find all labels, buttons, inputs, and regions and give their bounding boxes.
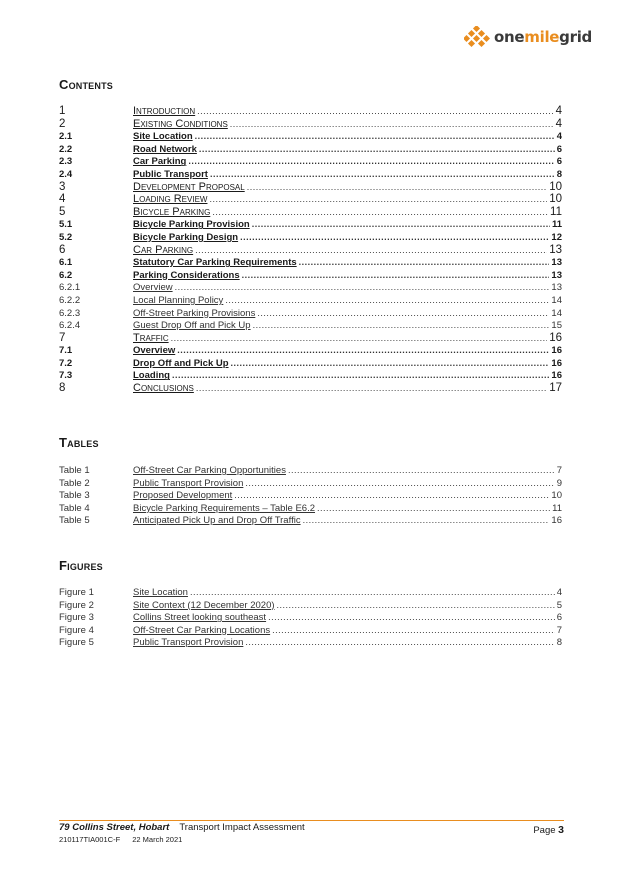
entry-number: 2.2	[59, 143, 73, 155]
toc-entry[interactable]	[59, 206, 562, 219]
entry-number: 6.2.4	[59, 320, 81, 332]
entry-number: 6.2.3	[59, 307, 81, 319]
entry-title: Bicycle Parking	[133, 205, 211, 218]
entry-number: 6.2.2	[59, 294, 81, 306]
entry-page: 13	[549, 243, 562, 256]
dot-leader	[317, 502, 550, 515]
entry-title: Conclusions	[133, 382, 194, 395]
entry-number: 5	[59, 205, 66, 218]
entry-page: 4	[555, 117, 562, 130]
entry-title: Car Parking	[133, 243, 194, 256]
entry-title: Site Context (12 December 2020)	[133, 599, 275, 611]
footer-divider	[59, 820, 564, 821]
entry-page: 9	[556, 477, 562, 489]
dot-leader	[230, 118, 554, 131]
entry-page: 6	[556, 143, 562, 155]
table-list-entry[interactable]	[59, 489, 562, 502]
dot-leader	[197, 105, 553, 118]
dot-leader	[257, 307, 549, 320]
dot-leader	[190, 586, 555, 599]
entry-number: 2.3	[59, 156, 73, 168]
entry-title: Loading	[133, 370, 170, 382]
entry-title: Road Network	[133, 143, 197, 155]
page-footer	[59, 822, 564, 844]
dot-leader	[212, 206, 548, 219]
table-list-entry[interactable]	[59, 514, 562, 527]
dot-leader	[172, 369, 549, 382]
entry-page: 6	[556, 612, 562, 624]
entry-number: 3	[59, 180, 66, 193]
contents-list	[59, 105, 562, 395]
entry-number: 6.2.1	[59, 282, 81, 294]
entry-title: Development Proposal	[133, 180, 245, 193]
entry-page: 13	[551, 282, 562, 294]
entry-page: 16	[551, 357, 562, 369]
entry-title: Overview	[133, 345, 176, 357]
tables-heading: Tables	[59, 435, 99, 450]
entry-number: Table 1	[59, 465, 90, 476]
entry-number: Table 3	[59, 490, 90, 502]
entry-number: Figure 3	[59, 612, 94, 624]
toc-entry[interactable]	[59, 307, 562, 320]
entry-title: Statutory Car Parking Requirements	[133, 257, 297, 269]
toc-entry[interactable]	[59, 105, 562, 118]
entry-page: 4	[556, 131, 562, 143]
entry-title: Proposed Development	[133, 490, 233, 502]
contents-heading: Contents	[59, 77, 113, 92]
page-number: Page 3	[533, 824, 564, 836]
dot-leader	[210, 168, 555, 181]
entry-title: Off-Street Parking Provisions	[133, 307, 256, 319]
entry-number: 2.1	[59, 131, 73, 143]
entry-title: Collins Street looking southeast	[133, 612, 267, 624]
tables-list	[59, 464, 562, 527]
dot-leader	[188, 155, 554, 168]
dot-leader	[175, 281, 550, 294]
entry-number: Table 5	[59, 515, 90, 527]
entry-number: Figure 1	[59, 587, 94, 598]
entry-title: Bicycle Parking Requirements – Table E6.2	[133, 502, 316, 514]
figure-list-entry[interactable]	[59, 636, 562, 649]
entry-page: 10	[549, 193, 562, 206]
dot-leader	[288, 464, 555, 477]
entry-title: Introduction	[133, 105, 196, 117]
toc-entry[interactable]	[59, 369, 562, 382]
entry-number: 8	[59, 382, 66, 395]
entry-title: Public Transport Provision	[133, 637, 244, 649]
dot-leader	[245, 477, 554, 490]
dot-leader	[245, 636, 554, 649]
toc-entry[interactable]	[59, 294, 562, 307]
entry-page: 13	[551, 257, 562, 269]
table-list-entry[interactable]	[59, 502, 562, 515]
entry-number: 7.1	[59, 345, 73, 357]
entry-title: Loading Review	[133, 193, 208, 206]
entry-title: Drop Off and Pick Up	[133, 357, 229, 369]
entry-title: Overview	[133, 282, 173, 294]
dot-leader	[268, 611, 555, 624]
figures-heading: Figures	[59, 558, 103, 573]
dot-leader	[177, 344, 549, 357]
entry-title: Off-Street Car Parking Opportunities	[133, 465, 286, 476]
company-logo	[464, 26, 592, 48]
toc-entry[interactable]	[59, 155, 562, 168]
dot-leader	[299, 256, 550, 269]
table-list-entry[interactable]	[59, 477, 562, 490]
toc-entry[interactable]	[59, 168, 562, 181]
dot-leader	[253, 319, 550, 332]
entry-title: Site Location	[133, 131, 193, 143]
toc-entry[interactable]	[59, 218, 562, 231]
entry-number: 5.2	[59, 231, 73, 243]
entry-number: 4	[59, 193, 66, 206]
entry-page: 14	[551, 307, 562, 319]
entry-page: 15	[551, 320, 562, 332]
logo-wordmark: onemilegrid	[494, 28, 592, 46]
entry-number: 2	[59, 117, 66, 130]
entry-page: 11	[550, 205, 562, 218]
entry-title: Anticipated Pick Up and Drop Off Traffic	[133, 515, 301, 527]
toc-entry[interactable]	[59, 382, 562, 395]
toc-entry[interactable]	[59, 357, 562, 370]
toc-entry[interactable]	[59, 231, 562, 244]
entry-number: Table 4	[59, 502, 90, 514]
toc-entry[interactable]	[59, 118, 562, 131]
toc-entry[interactable]	[59, 193, 562, 206]
entry-page: 10	[551, 490, 562, 502]
figure-list-entry[interactable]	[59, 586, 562, 599]
entry-page: 4	[556, 587, 562, 598]
entry-page: 6	[556, 156, 562, 168]
toc-entry[interactable]	[59, 181, 562, 194]
entry-page: 10	[549, 180, 562, 193]
entry-page: 7	[556, 465, 562, 476]
entry-page: 13	[551, 269, 562, 281]
entry-number: Figure 4	[59, 624, 94, 636]
dot-leader	[272, 624, 555, 637]
dot-leader	[209, 193, 547, 206]
dot-leader	[171, 332, 548, 345]
entry-number: 6.2	[59, 269, 73, 281]
dot-leader	[247, 181, 548, 194]
entry-number: 6.1	[59, 257, 73, 269]
toc-entry[interactable]	[59, 130, 562, 143]
footer-doc-type: Transport Impact Assessment	[179, 822, 305, 833]
dot-leader	[195, 244, 547, 257]
entry-title: Traffic	[133, 331, 169, 344]
dot-leader	[277, 599, 555, 612]
entry-number: 7	[59, 331, 66, 344]
dot-leader	[225, 294, 549, 307]
entry-title: Existing Conditions	[133, 117, 228, 130]
dot-leader	[242, 269, 550, 282]
grid-logo-icon	[464, 26, 490, 48]
entry-title: Parking Considerations	[133, 269, 240, 281]
figure-list-entry[interactable]	[59, 624, 562, 637]
entry-number: 5.1	[59, 219, 73, 231]
entry-page: 11	[551, 219, 562, 231]
dot-leader	[196, 382, 547, 395]
dot-leader	[252, 218, 550, 231]
toc-entry[interactable]	[59, 256, 562, 269]
entry-title: Public Transport Provision	[133, 477, 244, 489]
entry-number: 1	[59, 105, 66, 117]
entry-page: 5	[556, 599, 562, 611]
entry-number: 2.4	[59, 168, 73, 180]
footer-site: 79 Collins Street, Hobart	[59, 822, 170, 833]
figure-list-entry[interactable]	[59, 611, 562, 624]
table-list-entry[interactable]	[59, 464, 562, 477]
dot-leader	[199, 143, 555, 156]
entry-title: Bicycle Parking Provision	[133, 219, 250, 231]
toc-entry[interactable]	[59, 281, 562, 294]
toc-entry[interactable]	[59, 269, 562, 282]
entry-title: Local Planning Policy	[133, 294, 224, 306]
footer-date: 22 March 2021	[132, 835, 183, 844]
figures-list	[59, 586, 562, 649]
entry-page: 8	[556, 168, 562, 180]
entry-number: Figure 2	[59, 599, 94, 611]
dot-leader	[195, 130, 555, 143]
figure-list-entry[interactable]	[59, 599, 562, 612]
toc-entry[interactable]	[59, 244, 562, 257]
toc-entry[interactable]	[59, 332, 562, 345]
entry-page: 14	[551, 294, 562, 306]
entry-page: 16	[551, 345, 562, 357]
dot-leader	[231, 357, 550, 370]
entry-page: 11	[552, 502, 562, 514]
entry-title: Bicycle Parking Design	[133, 231, 239, 243]
entry-number: 7.3	[59, 370, 73, 382]
entry-page: 16	[551, 515, 562, 527]
entry-title: Off-Street Car Parking Locations	[133, 624, 271, 636]
dot-leader	[303, 514, 550, 527]
entry-page: 16	[551, 370, 562, 382]
dot-leader	[240, 231, 549, 244]
entry-number: 7.2	[59, 357, 73, 369]
entry-page: 12	[551, 231, 562, 243]
toc-entry[interactable]	[59, 344, 562, 357]
toc-entry[interactable]	[59, 319, 562, 332]
entry-page: 17	[549, 382, 562, 395]
entry-number: 6	[59, 243, 66, 256]
entry-title: Site Location	[133, 587, 188, 598]
footer-reference: 210117TIA001C-F	[59, 835, 121, 844]
entry-title: Guest Drop Off and Pick Up	[133, 320, 251, 332]
entry-number: Table 2	[59, 477, 90, 489]
entry-title: Car Parking	[133, 156, 187, 168]
entry-page: 7	[556, 624, 562, 636]
entry-page: 16	[549, 331, 562, 344]
entry-page: 8	[556, 637, 562, 649]
entry-title: Public Transport	[133, 168, 208, 180]
entry-page: 4	[555, 105, 562, 117]
dot-leader	[234, 489, 549, 502]
entry-number: Figure 5	[59, 637, 94, 649]
toc-entry[interactable]	[59, 143, 562, 156]
